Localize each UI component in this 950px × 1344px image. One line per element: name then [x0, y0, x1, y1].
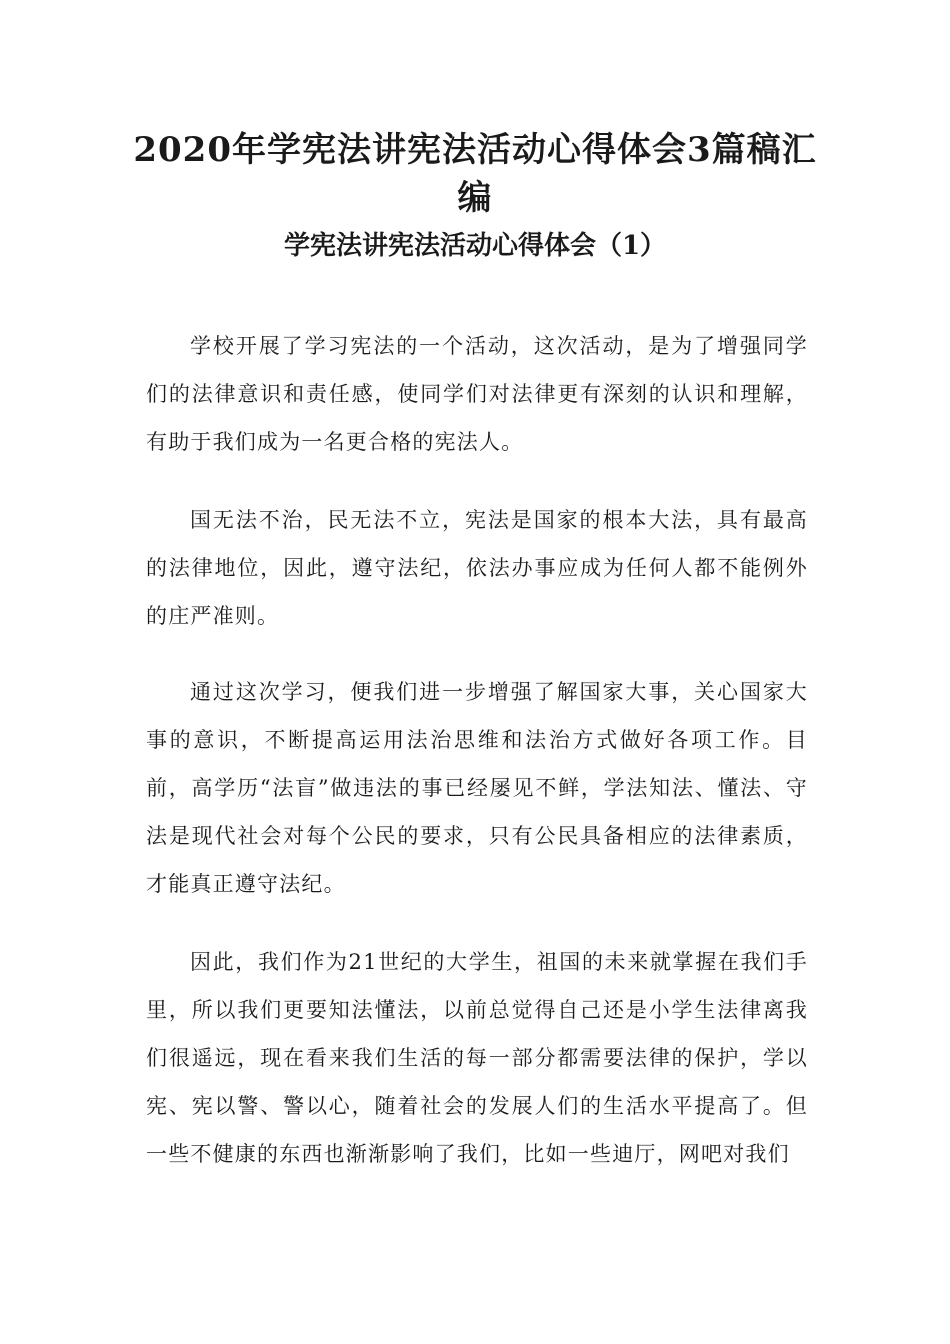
paragraph: 通过这次学习，便我们进一步增强了解国家大事，关心国家大事的意识，不断提高运用法治思维和法治方式做好各项工作。目前，高学历“法盲”做违法的事已经屡见不鲜，学法知法、懂法、守法是现代社会对每个公民的要求，只有公民具备相应的法律素质，才能真正遵守法纪。 — [146, 680, 808, 896]
document-title: 2020年学宪法讲宪法活动心得体会3篇稿汇编 — [133, 130, 817, 218]
paragraph: 学校开展了学习宪法的一个活动，这次活动，是为了增强同学们的法律意识和责任感，使同学们对法律更有深刻的认识和理解，有助于我们成为一名更合格的宪法人。 — [146, 334, 808, 454]
section-title: 学宪法讲宪法活动心得体会（1） — [283, 231, 667, 261]
paragraph: 因此，我们作为21世纪的大学生，祖国的未来就掌握在我们手里，所以我们更要知法懂法，以前总觉得自己还是小学生法律离我们很遥远，现在看来我们生活的每一部分都需要法律的保护，学以宪、宪以警、警以心，随着社会的发展人们的生活水平提高了。但一些不健康的东西也渐渐影响了我们，比如一些迪厅，网吧对我们 — [146, 950, 808, 1166]
paragraph: 国无法不治，民无法不立，宪法是国家的根本大法，具有最高的法律地位，因此，遵守法纪，依法办事应成为任何人都不能例外的庄严准则。 — [146, 508, 808, 628]
